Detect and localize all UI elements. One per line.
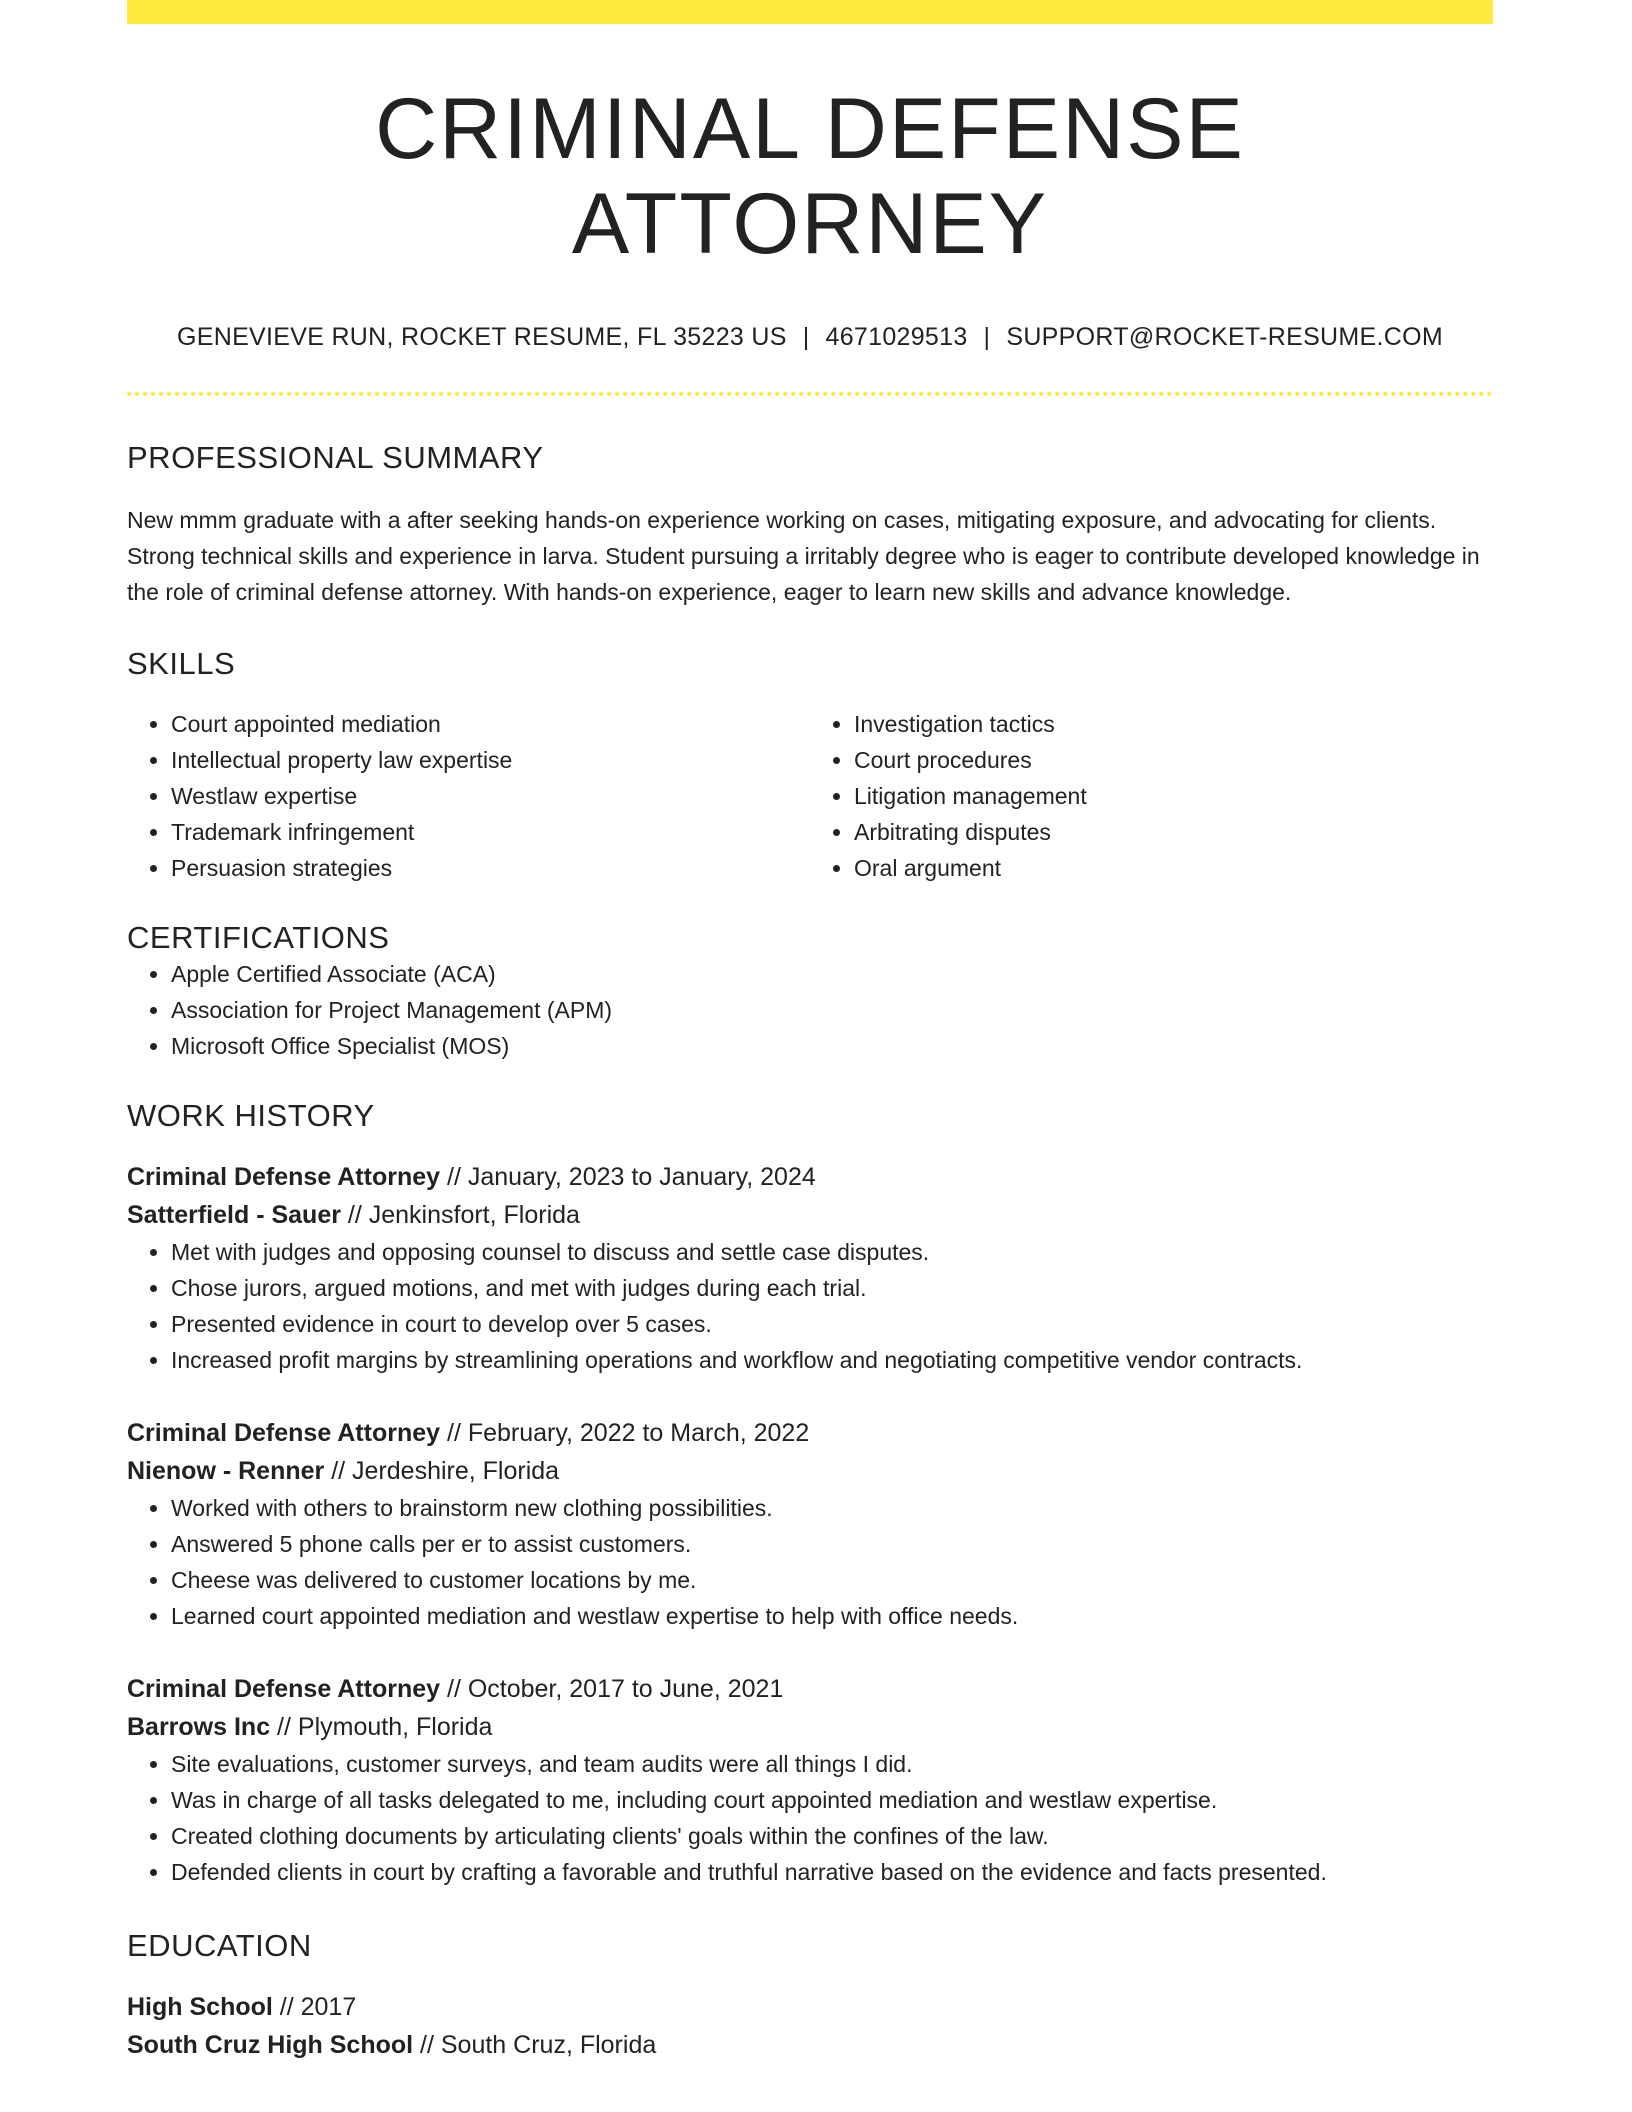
job-duty: • Chose jurors, argued motions, and met with judges during each trial.: [171, 1270, 1493, 1306]
job-company: Barrows Inc: [127, 1713, 271, 1742]
skill-item: • Oral argument: [854, 850, 1493, 886]
job-company: Nienow - Renner: [127, 1457, 325, 1486]
contact-email: SUPPORT@ROCKET-RESUME.COM: [1006, 323, 1443, 352]
job-duty: • Created clothing documents by articulating clients' goals within the confines of the law.: [171, 1818, 1493, 1854]
skills-list-left: [127, 706, 810, 886]
certification-item: • Association for Project Management (APM): [171, 992, 1493, 1028]
resume-title: CRIMINAL DEFENSE ATTORNEY: [375, 81, 1245, 272]
skills-columns: [127, 706, 1493, 886]
work-history-heading: WORK HISTORY: [127, 1098, 375, 1134]
job-duty: • Was in charge of all tasks delegated to me, including court appointed mediation and westlaw expertise.: [171, 1782, 1493, 1818]
job-entry: [127, 1158, 1493, 1378]
skill-item: • Intellectual property law expertise: [171, 742, 810, 778]
skill-item: • Persuasion strategies: [171, 850, 810, 886]
contact-phone: 4671029513: [825, 323, 968, 352]
job-location: // Jerdeshire, Florida: [324, 1457, 560, 1486]
job-dates: // February, 2022 to March, 2022: [440, 1419, 810, 1448]
skill-item: • Trademark infringement: [171, 814, 810, 850]
skill-item: • Court procedures: [854, 742, 1493, 778]
contact-separator: |: [802, 323, 810, 352]
job-duty: • Presented evidence in court to develop over 5 cases.: [171, 1306, 1493, 1342]
job-location: // Jenkinsfort, Florida: [340, 1201, 580, 1230]
job-entry: [127, 1414, 1493, 1634]
job-location: // Plymouth, Florida: [270, 1713, 493, 1742]
certifications-heading: CERTIFICATIONS: [127, 920, 390, 956]
job-company-line: [127, 1452, 1493, 1490]
job-role: Criminal Defense Attorney: [127, 1163, 441, 1192]
summary-text: New mmm graduate with a after seeking hands-on experience working on cases, mitigating exposure, and advocating for clients. Strong technical skills and experience in larva. Student pursuing a irritably degree who is eager to contribute developed knowledge in the role of criminal defense attorney. With hands-on experience, eager to learn new skills and advance knowledge.: [127, 507, 1480, 606]
education-school: South Cruz High School: [127, 2031, 414, 2060]
section-divider: [127, 392, 1493, 396]
summary-heading: PROFESSIONAL SUMMARY: [127, 440, 544, 476]
job-duties-list: [127, 1234, 1493, 1378]
education-school-line: [127, 2026, 1493, 2064]
accent-bar: [127, 0, 1493, 24]
job-duty: • Met with judges and opposing counsel to discuss and settle case disputes.: [171, 1234, 1493, 1270]
education-entry: [127, 1988, 1493, 2064]
job-entry: [127, 1670, 1493, 1890]
job-duty: • Answered 5 phone calls per er to assist customers.: [171, 1526, 1493, 1562]
contact-line: [127, 323, 1493, 352]
certifications-list: [127, 956, 1493, 1064]
job-role-line: [127, 1158, 1493, 1196]
job-duties-list: [127, 1746, 1493, 1890]
contact-separator: |: [983, 323, 991, 352]
job-duty: • Cheese was delivered to customer locations by me.: [171, 1562, 1493, 1598]
education-location: // South Cruz, Florida: [413, 2031, 657, 2060]
skill-item: • Court appointed mediation: [171, 706, 810, 742]
job-company-line: [127, 1708, 1493, 1746]
job-duty: • Site evaluations, customer surveys, and team audits were all things I did.: [171, 1746, 1493, 1782]
skill-item: • Litigation management: [854, 778, 1493, 814]
skills-list-right: [810, 706, 1493, 886]
education-heading: EDUCATION: [127, 1928, 312, 1964]
job-dates: // January, 2023 to January, 2024: [440, 1163, 816, 1192]
job-dates: // October, 2017 to June, 2021: [440, 1675, 784, 1704]
skill-item: • Investigation tactics: [854, 706, 1493, 742]
job-duty: • Increased profit margins by streamlining operations and workflow and negotiating competitive vendor contracts.: [171, 1342, 1493, 1378]
job-company: Satterfield - Sauer: [127, 1201, 341, 1230]
contact-address: GENEVIEVE RUN, ROCKET RESUME, FL 35223 US: [177, 323, 787, 352]
resume-page: [127, 0, 1493, 2064]
education-degree: High School: [127, 1993, 273, 2022]
job-role-line: [127, 1414, 1493, 1452]
certification-item: • Apple Certified Associate (ACA): [171, 956, 1493, 992]
job-role-line: [127, 1670, 1493, 1708]
job-company-line: [127, 1196, 1493, 1234]
skills-heading: SKILLS: [127, 646, 236, 682]
job-role: Criminal Defense Attorney: [127, 1419, 441, 1448]
education-year: // 2017: [272, 1993, 357, 2022]
certification-item: • Microsoft Office Specialist (MOS): [171, 1028, 1493, 1064]
job-duty: • Worked with others to brainstorm new clothing possibilities.: [171, 1490, 1493, 1526]
job-duty: • Defended clients in court by crafting a favorable and truthful narrative based on the evidence and facts presented.: [171, 1854, 1493, 1890]
education-degree-line: [127, 1988, 1493, 2026]
job-duty: • Learned court appointed mediation and westlaw expertise to help with office needs.: [171, 1598, 1493, 1634]
skill-item: • Westlaw expertise: [171, 778, 810, 814]
job-role: Criminal Defense Attorney: [127, 1675, 441, 1704]
skill-item: • Arbitrating disputes: [854, 814, 1493, 850]
job-duties-list: [127, 1490, 1493, 1634]
